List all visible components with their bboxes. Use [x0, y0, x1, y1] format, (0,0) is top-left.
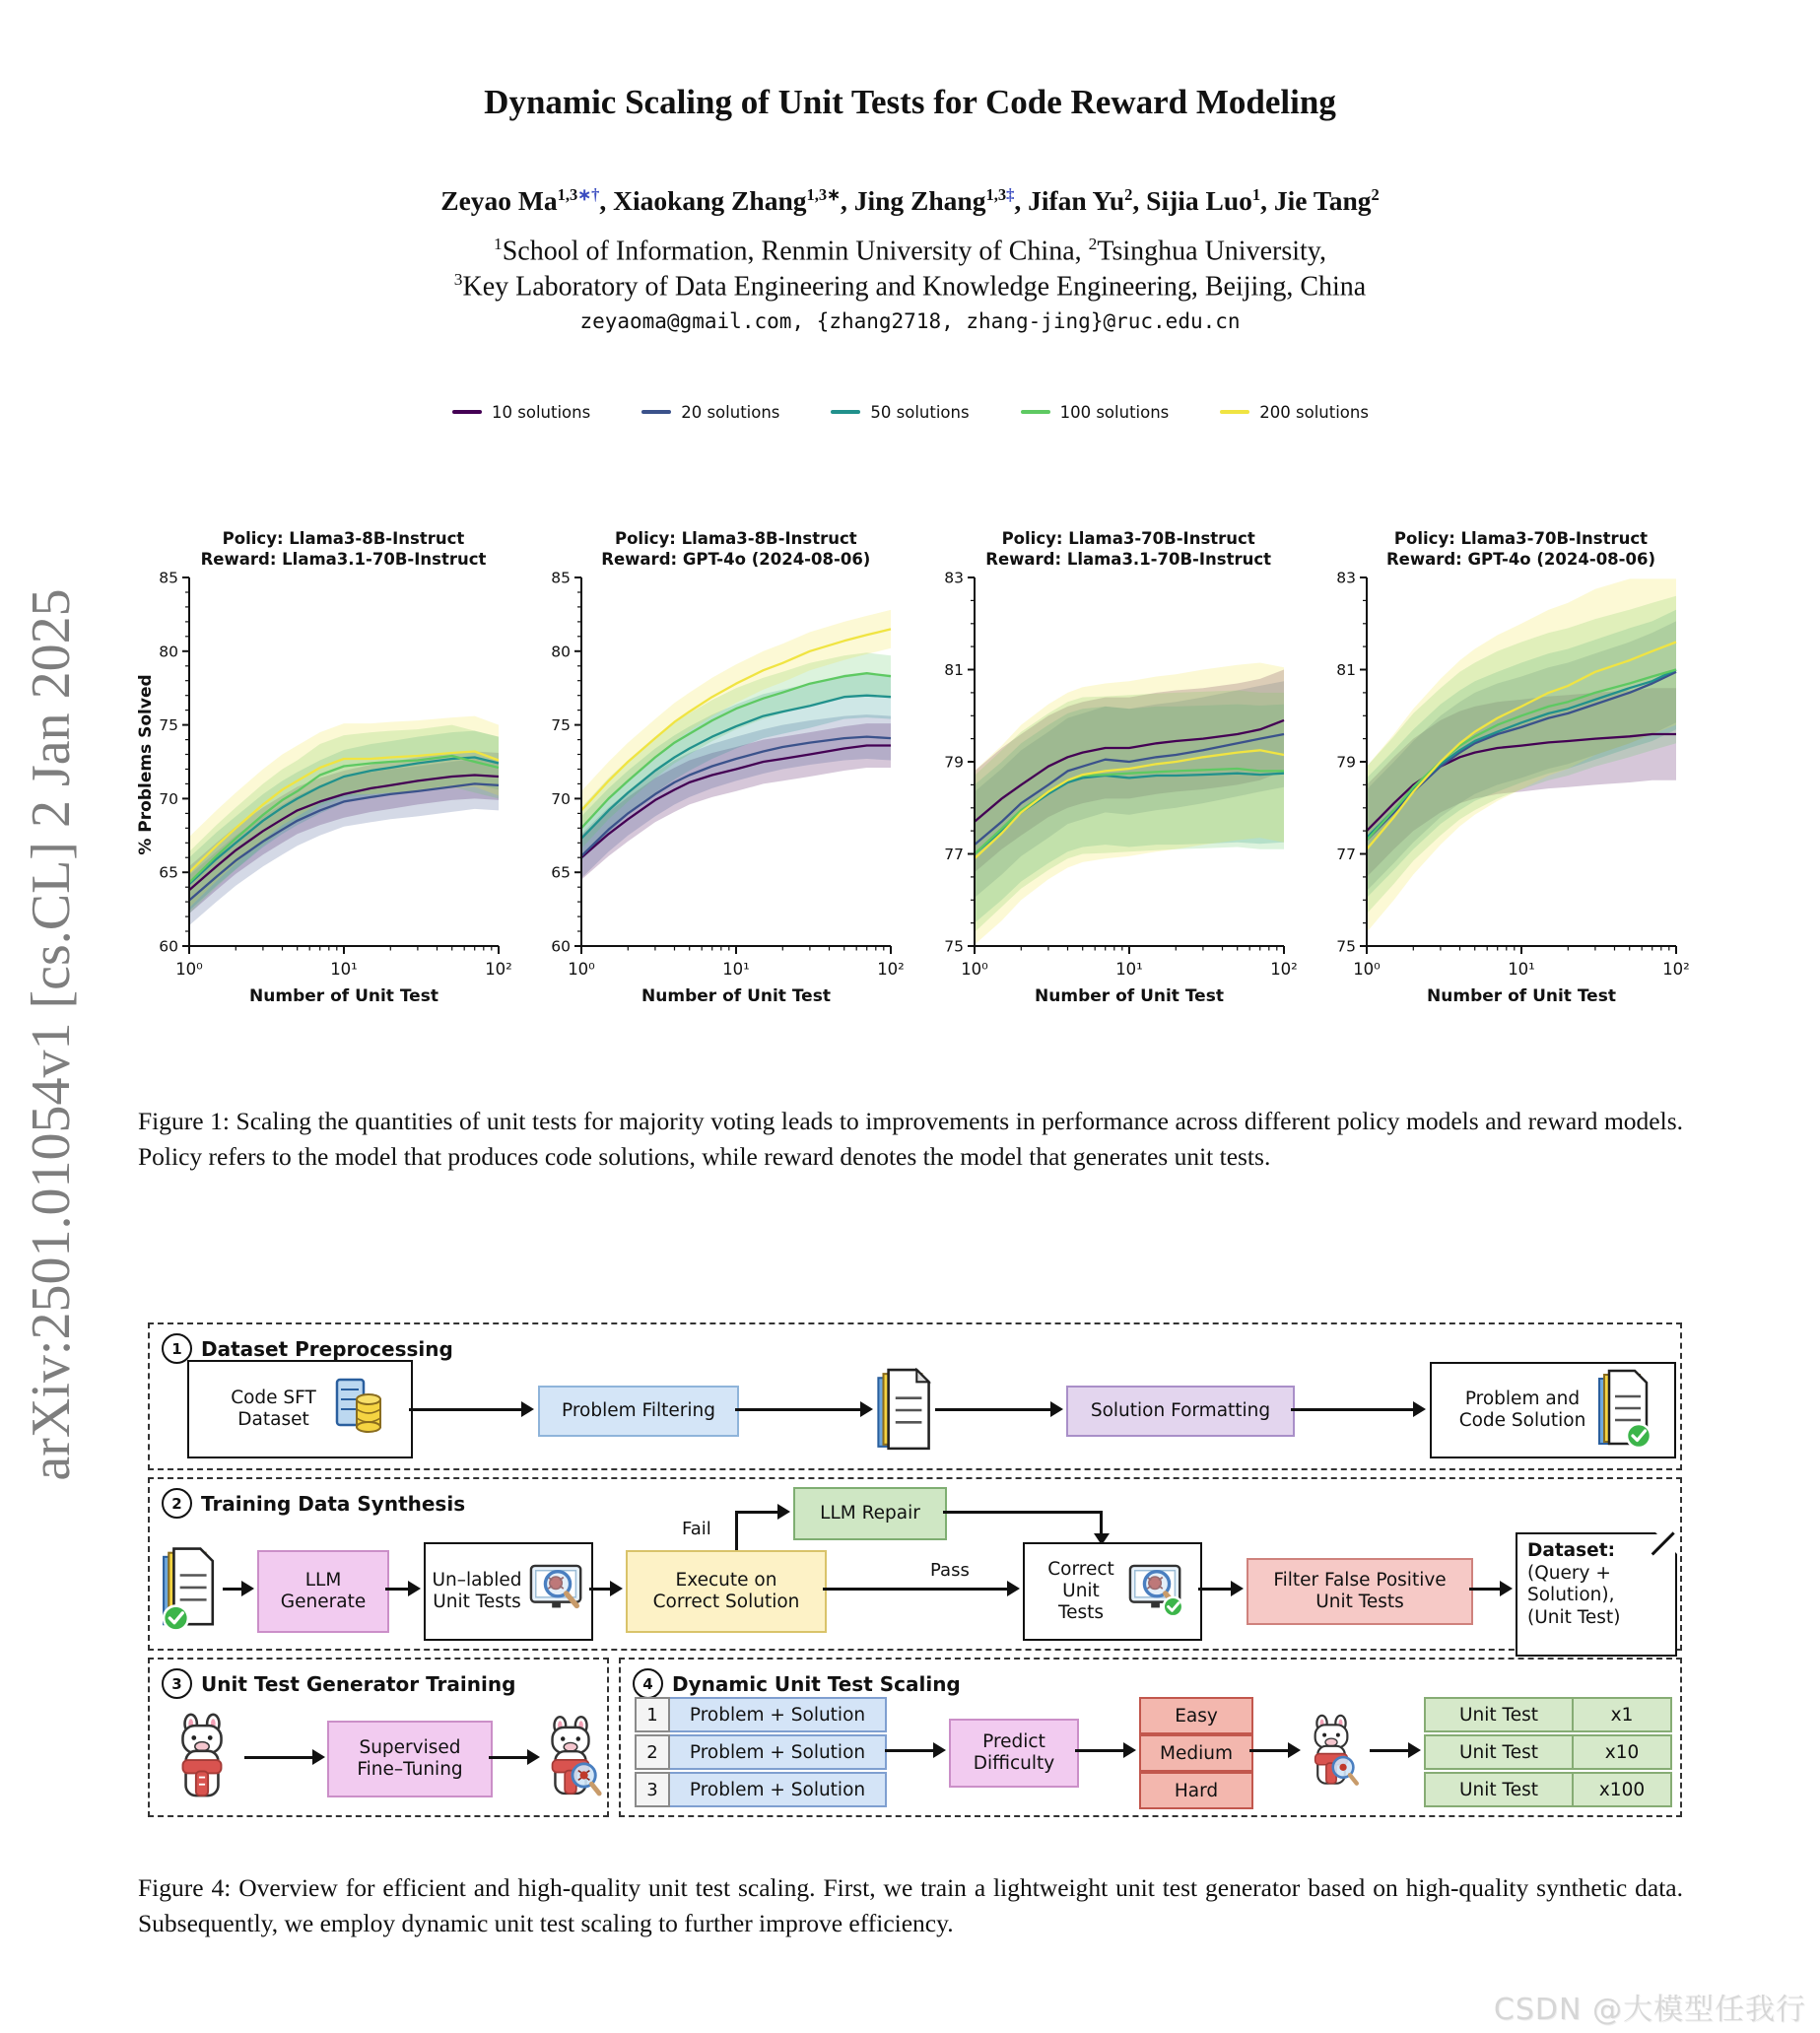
filter-false-positive-box: Filter False Positive Unit Tests — [1247, 1558, 1473, 1625]
svg-text:83: 83 — [1336, 572, 1356, 587]
correct-unit-tests-box: Correct Unit Tests — [1023, 1542, 1202, 1641]
page-title: Dynamic Scaling of Unit Tests for Code Reward Modeling — [484, 83, 1336, 121]
circled-number-icon: 1 — [162, 1333, 192, 1364]
problem-code-solution-box: Problem and Code Solution — [1430, 1362, 1676, 1458]
legend-item — [452, 403, 590, 422]
svg-text:10¹: 10¹ — [722, 960, 751, 979]
svg-text:85: 85 — [159, 572, 178, 587]
arrow-right-icon — [223, 1588, 242, 1591]
svg-text:75: 75 — [1336, 937, 1356, 956]
chart-policy70b-reward-llama — [917, 528, 1297, 1014]
legend-label: 10 solutions — [492, 402, 591, 422]
chart-title: Policy: Llama3-70B-Instruct Reward: Llama3.1-70B-Instruct — [985, 529, 1272, 570]
arrow-right-icon — [735, 1511, 778, 1514]
arrow-right-icon — [935, 1408, 1051, 1411]
svg-text:60: 60 — [551, 937, 572, 956]
charts-row — [132, 528, 1689, 1014]
folded-corner-icon — [1655, 1532, 1677, 1554]
svg-text:60: 60 — [159, 937, 178, 956]
llm-repair-box: LLM Repair — [793, 1487, 947, 1540]
arrow-right-icon — [1370, 1749, 1409, 1752]
svg-text:85: 85 — [551, 572, 572, 587]
section-label: 4 Dynamic Unit Test Scaling — [633, 1668, 961, 1699]
svg-text:10¹: 10¹ — [1114, 960, 1143, 979]
arrow-right-icon — [1249, 1749, 1289, 1752]
svg-text:10²: 10² — [1269, 960, 1297, 979]
pass-label: Pass — [930, 1560, 970, 1581]
svg-text:Number of Unit Test: Number of Unit Test — [249, 986, 438, 1006]
svg-text:10²: 10² — [877, 960, 905, 979]
legend-label: 100 solutions — [1059, 402, 1170, 422]
supervised-fine-tuning-box: Supervised Fine–Tuning — [327, 1721, 493, 1797]
unlabeled-unit-tests-box: Un–labled Unit Tests — [424, 1542, 593, 1641]
repair-connector-line — [943, 1511, 1103, 1514]
arrow-right-icon — [1291, 1408, 1414, 1411]
arrow-right-icon — [1198, 1588, 1232, 1591]
fail-connector-line — [735, 1513, 738, 1550]
document-check-icon — [1597, 1369, 1652, 1452]
legend-line-swatch — [1220, 410, 1249, 414]
chart-title: Policy: Llama3-70B-Instruct Reward: GPT-4o (2024-08-06) — [1385, 529, 1656, 570]
svg-text:81: 81 — [943, 661, 964, 679]
svg-text:10⁰: 10⁰ — [1353, 960, 1381, 979]
legend-line-swatch — [831, 410, 860, 414]
figure-4-diagram — [148, 1322, 1682, 1815]
svg-text:70: 70 — [551, 789, 572, 808]
svg-text:10²: 10² — [1662, 960, 1689, 979]
problem-filtering-box: Problem Filtering — [538, 1386, 739, 1437]
figure-1-caption: Figure 1: Scaling the quantities of unit tests for majority voting leads to improvements in performance across different policy models and reward models. Policy refers to the model that produces code solutions, while reward denotes the model that generates unit tests. — [138, 1107, 1683, 1172]
affiliation-line-2: $^3$Key Laboratory of Data Engineering and Knowledge Engineering, Beijing, China — [453, 270, 1367, 303]
solution-formatting-box: Solution Formatting — [1066, 1386, 1295, 1437]
svg-text:75: 75 — [943, 937, 964, 956]
legend-label: 20 solutions — [681, 402, 780, 422]
arrow-right-icon — [489, 1756, 528, 1759]
fail-label: Fail — [682, 1519, 711, 1539]
figure-4-caption: Figure 4: Overview for efficient and high-quality unit test scaling. First, we train a lightweight unit test generator based on high-quality synthetic data. Subsequently, we employ dynamic unit test scaling to further improve efficiency. — [138, 1873, 1683, 1938]
legend-item — [641, 403, 779, 422]
database-icon — [335, 1378, 382, 1441]
difficulty-hard-cell: Hard — [1139, 1772, 1253, 1809]
svg-text:10¹: 10¹ — [330, 960, 358, 979]
svg-text:77: 77 — [943, 846, 964, 863]
difficulty-easy-cell: Easy — [1139, 1697, 1253, 1734]
section-label: 2 Training Data Synthesis — [162, 1488, 465, 1519]
svg-text:83: 83 — [943, 572, 964, 587]
line-chart — [524, 572, 904, 1009]
circled-number-icon: 4 — [633, 1668, 663, 1699]
section-dataset-preprocessing — [148, 1322, 1682, 1470]
llm-generate-box: LLM Generate — [257, 1550, 389, 1633]
problem-solution-row: 1 Problem + Solution — [635, 1697, 887, 1732]
unit-test-row: Unit Test x100 — [1424, 1772, 1672, 1807]
author-emails: zeyaoma@gmail.com, {zhang2718, zhang-jing}@ruc.edu.cn — [579, 309, 1241, 333]
svg-text:65: 65 — [159, 863, 178, 882]
section-label: 3 Unit Test Generator Training — [162, 1668, 515, 1699]
chart-legend — [132, 399, 1689, 425]
svg-text:10¹: 10¹ — [1508, 960, 1535, 979]
arrow-right-icon — [823, 1588, 1008, 1591]
llama-bug-icon — [536, 1711, 605, 1803]
problem-solution-row: 3 Problem + Solution — [635, 1772, 887, 1807]
arxiv-sidebar-id: arXiv:2501.01054v1 [cs.CL] 2 Jan 2025 — [21, 588, 82, 1481]
chart-policy8b-reward-gpt4o — [524, 528, 904, 1014]
affiliation-line-1: $^1$School of Information, Renmin University of China, $^2$Tsinghua University, — [494, 235, 1326, 267]
y-axis-label: % Problems Solved — [136, 674, 156, 855]
svg-text:75: 75 — [159, 716, 178, 735]
section-label: 1 Dataset Preprocessing — [162, 1333, 453, 1364]
arrow-right-icon — [885, 1749, 934, 1752]
svg-text:Number of Unit Test: Number of Unit Test — [1034, 986, 1224, 1006]
documents-icon — [876, 1368, 933, 1453]
arrow-right-icon — [1075, 1749, 1124, 1752]
svg-text:70: 70 — [159, 789, 178, 808]
line-chart — [132, 572, 511, 1009]
chart-policy8b-reward-llama — [132, 528, 511, 1014]
legend-item — [1021, 403, 1170, 422]
line-chart — [917, 572, 1297, 1009]
llama-bug-icon — [1301, 1707, 1362, 1796]
legend-item — [831, 403, 969, 422]
legend-line-swatch — [641, 410, 671, 414]
svg-text:79: 79 — [943, 753, 964, 772]
dataset-note-box: Dataset: (Query + Solution), (Unit Test) — [1516, 1532, 1677, 1657]
section-training-data-synthesis — [148, 1477, 1682, 1651]
unit-test-row: Unit Test x1 — [1424, 1697, 1672, 1732]
chart-title: Policy: Llama3-8B-Instruct Reward: Llama3.1-70B-Instruct — [200, 529, 487, 570]
svg-text:77: 77 — [1336, 846, 1356, 863]
chart-policy70b-reward-gpt4o — [1310, 528, 1689, 1014]
arrow-right-icon — [589, 1588, 611, 1591]
line-chart — [1310, 572, 1689, 1009]
bug-scan-check-icon — [1128, 1563, 1185, 1620]
document-check-icon — [162, 1546, 219, 1633]
legend-label: 200 solutions — [1259, 402, 1369, 422]
execute-on-correct-solution-box: Execute on Correct Solution — [626, 1550, 827, 1633]
svg-text:10²: 10² — [485, 960, 511, 979]
csdn-watermark: CSDN @大模型任我行 — [1493, 1993, 1806, 2027]
code-sft-dataset-box: Code SFT Dataset — [187, 1360, 413, 1458]
svg-text:81: 81 — [1336, 661, 1356, 679]
section-unit-test-generator-training — [148, 1658, 609, 1817]
legend-item — [1220, 403, 1369, 422]
predict-difficulty-box: Predict Difficulty — [949, 1719, 1079, 1788]
legend-line-swatch — [452, 410, 482, 414]
arrow-right-icon — [1469, 1588, 1501, 1591]
arrow-right-icon — [735, 1408, 861, 1411]
svg-text:65: 65 — [551, 863, 572, 882]
llama-icon — [166, 1711, 238, 1803]
arrow-right-icon — [244, 1756, 313, 1759]
svg-text:Number of Unit Test: Number of Unit Test — [641, 986, 832, 1006]
svg-text:10⁰: 10⁰ — [960, 960, 988, 979]
svg-text:79: 79 — [1336, 753, 1356, 772]
svg-text:10⁰: 10⁰ — [175, 960, 203, 979]
svg-text:10⁰: 10⁰ — [568, 960, 596, 979]
legend-label: 50 solutions — [870, 402, 970, 422]
authors-line: Zeyao $Ma^{1,3∗\dagger}$, Xiaokang Zhang$^{1,3∗}$, Jing Zhang$^{1,3\ddagger}$, Jifan Yu$^2$, Sijia Luo$^1$, Jie Tang$^2$ — [440, 185, 1380, 217]
chart-title: Policy: Llama3-8B-Instruct Reward: GPT-4o (2024-08-06) — [601, 529, 871, 570]
svg-text:80: 80 — [551, 643, 572, 661]
difficulty-medium-cell: Medium — [1139, 1734, 1253, 1772]
circled-number-icon: 2 — [162, 1488, 192, 1519]
unit-test-row: Unit Test x10 — [1424, 1734, 1672, 1770]
figure-1 — [132, 399, 1689, 1014]
problem-solution-row: 2 Problem + Solution — [635, 1734, 887, 1770]
svg-text:75: 75 — [551, 716, 572, 735]
svg-text:80: 80 — [159, 643, 178, 661]
svg-text:Number of Unit Test: Number of Unit Test — [1427, 986, 1616, 1006]
section-dynamic-unit-test-scaling — [619, 1658, 1682, 1817]
legend-line-swatch — [1021, 410, 1050, 414]
circled-number-icon: 3 — [162, 1668, 192, 1699]
bug-scan-icon — [529, 1563, 586, 1620]
arrow-right-icon — [385, 1588, 409, 1591]
arrow-right-icon — [409, 1408, 522, 1411]
arrow-down-icon — [1100, 1511, 1103, 1534]
